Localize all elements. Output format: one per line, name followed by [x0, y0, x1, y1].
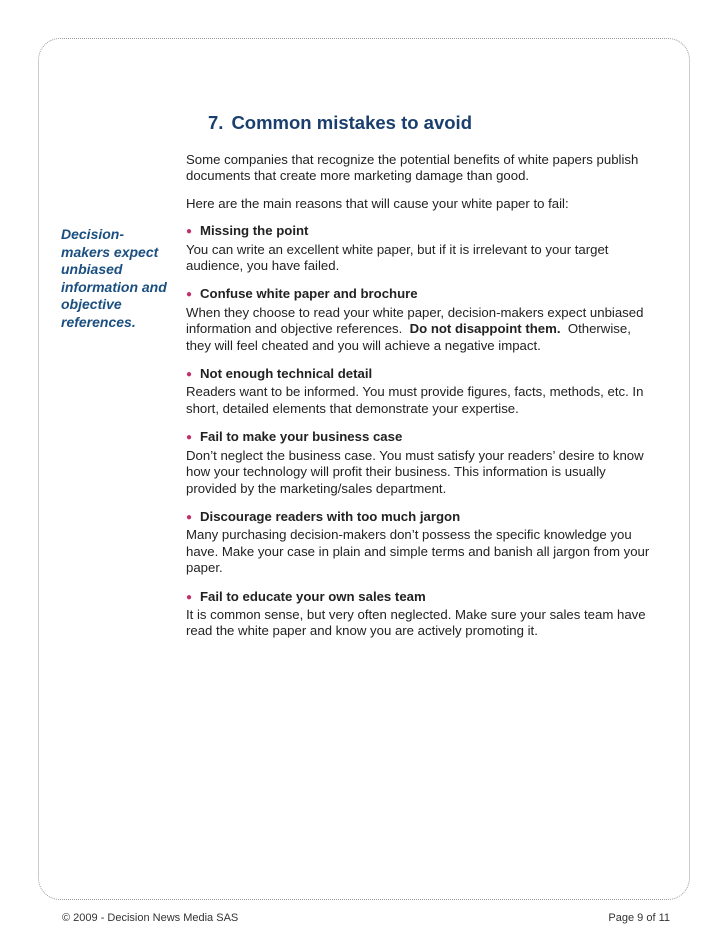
mistake-text: It is common sense, but very often neglected. Make sure your sales team have read the white paper and know you are actively promoting it. [186, 606, 646, 639]
mistake-text: Don’t neglect the business case. You must satisfy your readers’ desire to know how your technology will profit their business. This information is usually provided by the marketing/sales department. [186, 447, 644, 496]
mistake-title [186, 589, 656, 607]
mistake-title [186, 509, 656, 527]
bullet-dot-icon: ● [186, 289, 193, 301]
intro-paragraph-2: Here are the main reasons that will cause your white paper to fail: [186, 195, 569, 211]
bullet-dot-icon: ● [186, 591, 193, 603]
footer-copyright: © 2009 - Decision News Media SAS [62, 912, 239, 924]
mistake-title-text: Not enough technical detail [200, 366, 373, 382]
mistake-title [186, 366, 656, 384]
mistake-title-text: Fail to educate your own sales team [200, 588, 426, 604]
mistake-title [186, 429, 656, 447]
mistake-text [186, 305, 656, 354]
main-text-column [186, 152, 656, 652]
bullet-dot-icon: ● [186, 369, 193, 381]
mistake-item [186, 589, 656, 640]
mistake-title-text: Fail to make your business case [200, 429, 403, 445]
bullet-dot-icon: ● [186, 432, 193, 444]
footer-page-number: Page 9 of 11 [608, 912, 670, 924]
mistake-item [186, 286, 656, 354]
section-number: 7. [208, 112, 224, 133]
intro-paragraph-1: Some companies that recognize the potential benefits of white papers publish documents that create more marketing damage than good. [186, 152, 639, 184]
section-heading [208, 112, 472, 134]
mistake-text-before: When they choose to read your white paper, decision-makers expect unbiased information and objective references. [186, 304, 644, 337]
mistake-text: Many purchasing decision-makers don’t possess the specific knowledge you have. Make your case in plain and simple terms and banish all jargon from your paper. [186, 527, 650, 576]
mistake-text: Readers want to be informed. You must provide figures, facts, methods, etc. In short, detailed elements that demonstrate your expertise. [186, 384, 644, 416]
mistake-text: You can write an excellent white paper, but if it is irrelevant to your target audience, you have failed. [186, 241, 609, 274]
mistake-title [186, 286, 656, 304]
mistake-title-text: Missing the point [200, 223, 309, 239]
bullet-dot-icon: ● [186, 511, 193, 523]
mistake-item [186, 509, 656, 577]
mistake-title-text: Discourage readers with too much jargon [200, 508, 461, 524]
mistake-text-after: Otherwise, they will feel cheated and you will achieve a negative impact. [186, 321, 631, 353]
pull-quote: Decision-makers expect unbiased information and objective references. [61, 226, 167, 330]
mistake-item [186, 429, 656, 497]
mistake-title [186, 223, 656, 241]
mistake-text-emphasis: Do not disappoint them. [409, 321, 561, 337]
section-title: Common mistakes to avoid [231, 112, 472, 133]
mistake-title-text: Confuse white paper and brochure [200, 286, 418, 302]
bullet-dot-icon: ● [186, 226, 193, 238]
mistake-item [186, 366, 656, 417]
mistake-item [186, 223, 656, 274]
